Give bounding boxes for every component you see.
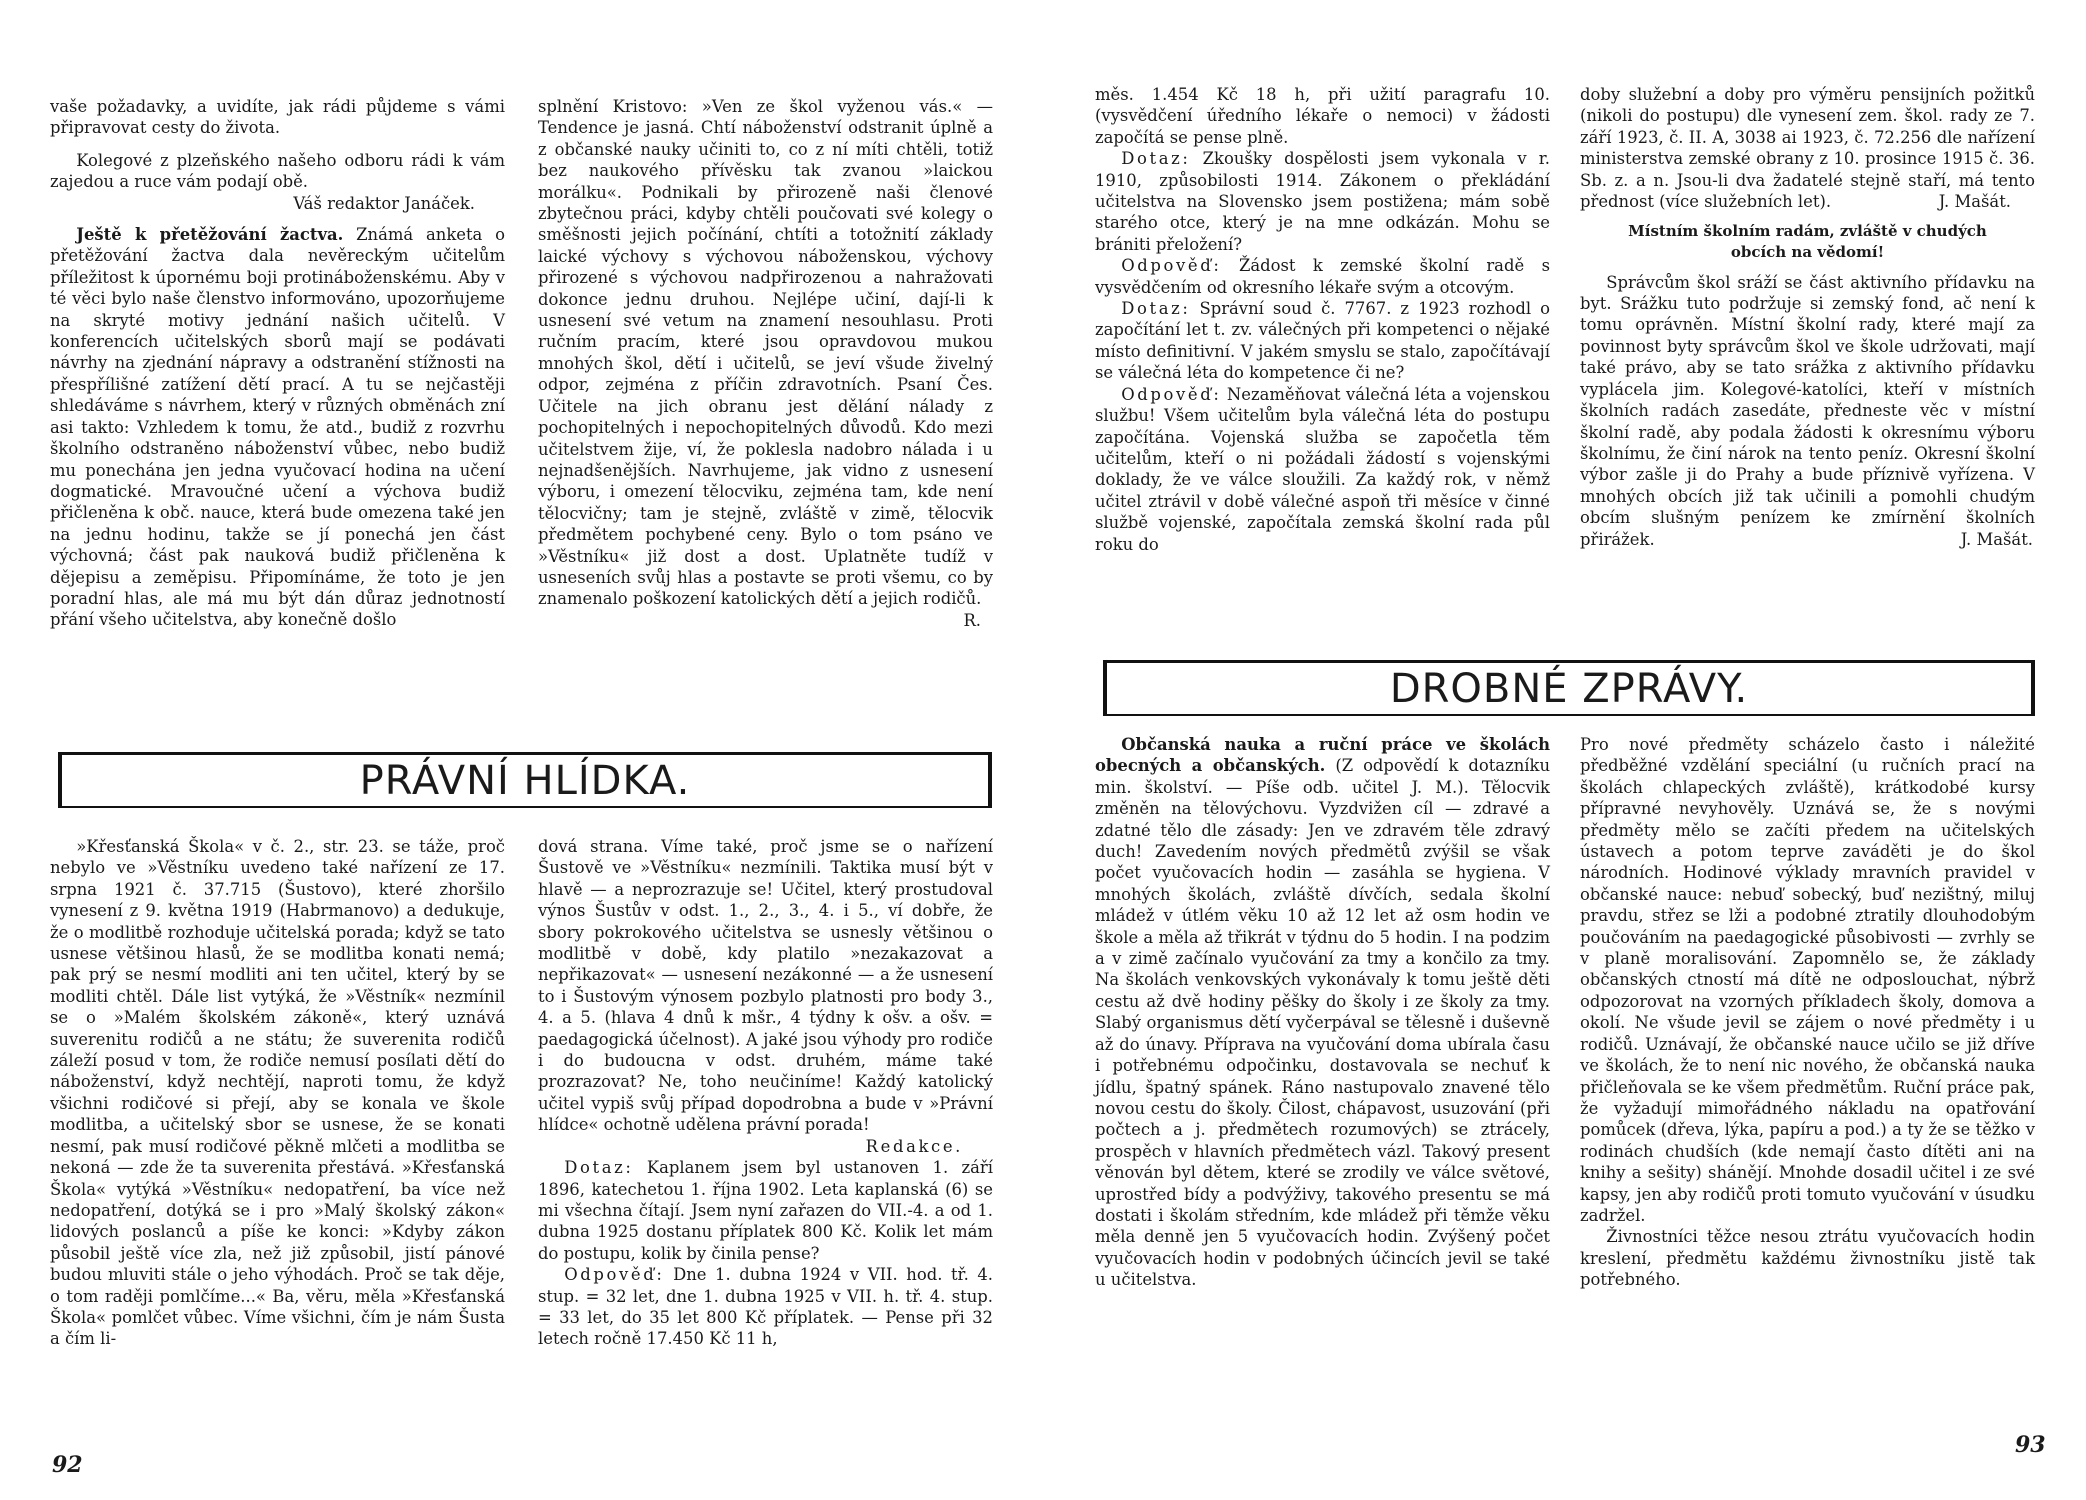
right-column-bottom-2 [1580, 734, 2035, 1291]
page-number: 93 [2015, 1432, 2046, 1458]
intro-text: měs. 1.454 Kč 18 h, při užití paragrafu 10. (vysvědčení úředního lékaře o nemoci) v žádosti započítá se pense plně. [1095, 85, 1550, 147]
answer-label: Odpověď: [1121, 256, 1222, 276]
article-title: Místním školním radám, zvláště v chudých obcích na vědomí! [1628, 221, 1987, 262]
article-body: Známá anketa o přetěžování žactva dala nevěreckým učitelům příležitost k úpornému boji protináboženskému. Aby v té věci bylo naše členstvo informováno, upozorňujeme na skryté motivy jednání našich učitelů. V konferencích učitelských sborů mají se podávati návrhy na zjednání nápravy a odstranění stížnosti na přespřílišné zatížení dětí prací. A tu se nejčastěji shledáváme s návrhem, který v různých obměnách zní asi takto: Vzhledem k tomu, že atd., budiž z rozvrhu školního odstraněno náboženství vůbec, nebo budiž mu ponechána jen jedna vyučovací hodina na učení dogmatické. Mravoučné učení a výchova budiž přičleněna k obč. nauce, která bude omezena také jen na jednu hodinu, takže se jí ponechá jen část výchovná; část pak nauková budiž přičleněna k dějepisu a zeměpisu. Připomínáme, že toto je jen poradní hlas, ale má mu být dán důraz jednotností přání všeho učitelstva, aby konečně došlo [50, 225, 506, 630]
section-title-box [1103, 660, 2035, 716]
answer-text: Dne 1. dubna 1924 v VII. hod. tř. 4. stup. = 32 let, dne 1. dubna 1925 v VII. h. tř. 4. stup. = 33 let, do 35 let 800 Kč příplatek. — Pense při 32 letech ročně 17.450 Kč 11 h, [538, 1265, 993, 1349]
article-body: (Z odpovědí k dotazníku min. školství. — Píše odb. učitel J. M.). Tělocvik změněn na tělovýchovu. Vyzdvižen cíl — zdravé a zdatné tělo dle zásady: Jen ve zdravém těle zdravý duch! Zavedením nových předmětů zvýšil se však počet vyučovacích hodin — zasáhla se hygiena. V mnohých školách, zvláště dívčích, sedala školní mládež v útlém věku 10 až 12 let až osm hodin ve škole a měla až třikrát v týdnu do 5 hodin. I na podzim a v zimě začínalo vyučování za tmy a končilo za tmy. Na školách venkovských vykonávaly k tomu ještě děti cestu až dvě hodiny pěšky do školy i ze školy za tmy. Slabý organismus dětí vyčerpával se tělesně i duševně až do únavy. Příprava na vyučování doma ubírala času i potřebnému odpočinku, dostavovala se nechuť k jídlu, špatný spánek. Ráno nastupovalo znavené tělo novou cestu do školy. Čilost, chápavost, usuzování (při počtech a j. předmětech rozumových) se ztrácely, prospěch v hlavních předmětech vázl. Takový present věnován byl dětem, které se zrodily ve válce světové, uprostřed bídy a podvýživy, takového presentu se má dostati i školám středním, kde mládež při těmže věku měla denně jen 5 vyučovacích hodin. Zvýšený počet vyučovacích hodin v podobných účincích jevil se také u učitelstva. [1095, 756, 1551, 1290]
intro-text: doby služební a doby pro výměru pensijních požitků (nikoli do postupu) dle vynesení zem. škol. rady ze 7. září 1923, č. II. A, 3038 ai 1923, č. 72.256 dle nařízení ministerstva zemské obrany z 10. prosince 1915 č. 36. Sb. z. a n. Jsou-li dva žadatelé stejně staří, má tento přednost (více služebních let). [1580, 85, 2035, 212]
right-page [1043, 0, 2086, 1500]
left-column-bottom-2 [538, 836, 993, 1350]
article-title: Občanská nauka a ruční práce ve školách obecných a občanských. [1095, 735, 1550, 776]
signature: Váš redaktor Janáček. [293, 193, 475, 213]
article-title: Ještě k přetěžování žactva. [76, 225, 344, 245]
article-body: Pro nové předměty scházelo často i náležité předběžné vzdělání speciální (u ručních prací na školách chlapeckých zvláště), krátkodobé kursy přípravné nevyhověly. Uznává se, že s novými předměty mělo se začíti předem na učitelských ústavech a potom teprve zaváděti je do škol národních. Hodinové výklady mravních pravidel v občanské nauce: nebuď sobecký, buď nezištný, miluj pravdu, střez se lži a podobné ztratily dlouhodobým poučováním na paedagogické působivosti — zvrhly se v planě moralisování. Zapomnělo se, že základy občanských ctností má dítě ne odposlouchat, nýbrž odpozorovat na vzorných příkladech školy, domova a okolí. Ne všude jevil se zájem o nové předměty i u rodičů. Uznávají, že občanské nauce učilo se již dříve ve školách, že to není nic nového, že občanská nauka přičleňovala se ke všem předmětům. Ruční práce pak, že vyžadují mimořádného nákladu na opatřování pomůcek (dřeva, lýka, papíru a pod.) a ty že se těžko v rodinách chudších (kde nemají často dítěti ani na knihy a sešity) shánějí. Mnohde dosadil učitel i ze své kapsy, jen aby rodičů proti tomuto vyučování v úsudku zadržel. [1580, 735, 2035, 1225]
question-label: Dotaz: [564, 1158, 634, 1178]
paragraph: Kolegové z plzeňského našeho odboru rádi k vám zajedou a ruce vám podají obě. [50, 150, 505, 192]
answer-text: Nezaměňovat válečná léta a vojenskou službu! Všem učitelům byla válečná léta do postupu započítána. Vojenská služba se započetla těm učitelům, kteří o ni požádali žádostí s vojenskými doklady, že ve válce sloužili. Za každý rok, v němž učitel ztrávil v době válečné aspoň tři měsíce v činné službě vojenské, započítala zemská školní rada půl roku do [1095, 384, 1550, 554]
right-column-top-1 [1095, 84, 1550, 555]
article-body: Živnostníci těžce nesou ztrátu vyučovacích hodin kreslení, předmětu každému živnostníku jistě tak potřebného. [1580, 1227, 2035, 1290]
question-text: Správní soud č. 7767. z 1923 rozhodl o započítání let t. zv. válečných při kompetenci o nějaké místo definitivní. V jakém smyslu se stalo, započítávají se válečná léta do kompetence či ne? [1095, 299, 1550, 383]
left-column-top-2 [538, 96, 993, 631]
page-number: 92 [52, 1452, 83, 1478]
article [50, 224, 505, 631]
right-column-top-2 [1580, 84, 2035, 550]
section-title-box [58, 752, 992, 808]
answer-label: Odpověď: [564, 1265, 665, 1285]
signature: Redakce. [865, 1136, 963, 1156]
signature: R. [963, 610, 981, 630]
answer-label: Odpověď: [1121, 384, 1222, 404]
question-label: Dotaz: [1121, 299, 1191, 319]
article-body: dová strana. Víme také, proč jsme se o nařízení Šustově ve »Věstníku« nezmínili. Taktika musí být v hlavě — a neprozrazuje se! Učitel, který prostudoval výnos Šustův v odst. 1., 2., 3., 4. i 5., ví dobře, že sbory pokrokového učitelstva se usnesly většinou o modlitbě v době, kdy platilo »nezakazovat a nepřikazovat« — usnesení nezákonné — a že usnesení to i Šustovým výnosem pozbylo platnosti pro body 3., 4. a 5. (hlava 4 dnů k mšr., 4 týdny k ošv. a ošv. = paedagogická účelnost). A jaké jsou výhody pro rodiče i do budoucna v odst. druhém, máme také prozrazovat? Ne, toho neučiníme! Každý katolický učitel vypiš svůj případ dopodrobna a bude v »Právní hlídce« ochotně udělena právní porada! [538, 837, 993, 1135]
question-text: Kaplanem jsem byl ustanoven 1. září 1896, katechetou 1. října 1902. Leta kaplanská (6) se mi všechna čítají. Jsem nyní zařazen do VII.-4. a od 1. dubna 1925 dostanu příplatek 800 Kč. Kolik let mám do postupu, kolik by činila pense? [538, 1158, 993, 1263]
answer-text: Žádost k zemské školní radě s vysvědčením od okresního lékaře svým a otcovým. [1095, 256, 1550, 297]
left-column-bottom-1 [50, 836, 505, 1350]
signature: J. Mašát. [1960, 529, 2033, 549]
question-label: Dotaz: [1121, 149, 1191, 169]
article-body: splnění Kristovo: »Ven ze škol vyženou vás.« — Tendence je jasná. Chtí náboženství odstranit úplně a z občanské nauky učiniti to, co z ní míti chtěli, totiž bez naukového přívěsku tak zvanou »laickou morálku«. Podnikali by přirozeně naši členové zbytečnou práci, kdyby chtěli poučovati své kolegy o směšnosti jejich počínání, chtíti a totožnití základy laické výchovy s výchovou náboženskou, výchovy přirozené s výchovou nadpřirozenou a nahražovati dokonce jednu druhou. Nejlépe učiní, dají-li k usnesení své vetum na znamení nesouhlasu. Proti ručním pracím, které jsou opravdovou mukou mnohých škol, dětí i učitelů, se jeví všude živelný odpor, zejména z příčin zdravotních. Psaní Čes. Učitele na jich obranu jest dělání nálady z pochopitelných i nepochopitelných důvodů. Kdo mezi učitelstvem žije, ví, že poklesla nadobro nálada i u nejnadšenějších. Navrhujeme, jak vidno z usnesení výboru, i omezení tělocviku, zejména tam, kde není tělocvičny; tam je stejně, zvláště v zimě, tělocvik předmětem pochybené ceny. Bylo o tom psáno ve »Věstníku« již dost a dost. Uplatněte tudíž v usneseních svůj hlas a postavte se proti všemu, co by znamenalo poškození katolických dětí a jejich rodičů. [538, 97, 993, 609]
intro-text: vaše požadavky, a uvidíte, jak rádi půjdeme s vámi připravovat cesty do života. [50, 97, 505, 138]
article-body: »Křesťanská Škola« v č. 2., str. 23. se táže, proč nebylo ve »Věstníku uvedeno také nařízení ze 17. srpna 1921 č. 37.715 (Šustovo), které zhoršilo vynesení z 9. května 1919 (Habrmanovo) a dedukuje, že o modlitbě rozhoduje učitelská porada; když se tato usnese většinou hlasů, že se modlitba konati nemá; pak prý se nesmí modliti ani ten učitel, který by se modliti chtěl. Dále list vytýká, že »Věstník« nezmínil se o »Malém školském zákoně«, který uznává suverenitu rodičů a ne státu; že suverenita rodičů záleží posud v tom, že rodiče nemusí posílati dětí do náboženství, když nechtějí, naproti tomu, že když všichni rodičové si přejí, aby se konala ve škole modlitba, a učitelský sbor se usnese, že se konati nesmí, pak musí rodičové pěkně mlčeti a modlitba se nekoná — zde že ta suverenita přestává. »Křesťanská Škola« vytýká »Věstníku« nedopatření, ba více než nedopatření, dotýká se i pro »Malý školský zákon« lidových poslanců a píše ke konci: »Kdyby zákon působil ještě více zla, než již způsobil, jistí pánové budou mluviti stále o jeho výhodách. Proč se tak děje, o tom raději pomlčíme...« Ba, věru, měla »Křesťanská Škola« pomlčet vůbec. Víme všichni, čím je nám Šusta a čím li- [50, 837, 505, 1349]
right-column-bottom-1 [1095, 734, 1550, 1291]
signature: J. Mašát. [1938, 192, 2011, 212]
article-body: Správcům škol sráží se část aktivního přídavku na byt. Srážku tuto podržuje si zemský fond, ač není k tomu oprávněn. Místní školní rady, které mají za povinnost byty správcům škol ve škole udržovati, mají také právo, aby se tato srážka z aktivního přídavku vyplácela jim. Kolegové-katolíci, kteří v místních školních radách zasedáte, předneste věc v místní školní radě, aby podala žádosti k okresnímu výboru školnímu, že činí nárok na tento peníz. Okresní školní výbor zašle ji do Prahy a bude příznivě vyřízena. V mnohých obcích již tak učinili a pomohli chudým obcím slušným penízem ke zmírnění školních přirážek. [1580, 272, 2035, 549]
question-text: Zkoušky dospělosti jsem vykonala v r. 1910, způsobilosti 1914. Zákonem o překládání učitelstva na Slovensko jsem postižena; mám sobě starého otce, který je na mne odkázán. Mohu se brániti přeložení? [1095, 149, 1550, 254]
section-title: DROBNÉ ZPRÁVY. [1389, 665, 1749, 712]
section-title: PRÁVNÍ HLÍDKA. [359, 757, 691, 804]
left-column-top-1 [50, 96, 505, 631]
